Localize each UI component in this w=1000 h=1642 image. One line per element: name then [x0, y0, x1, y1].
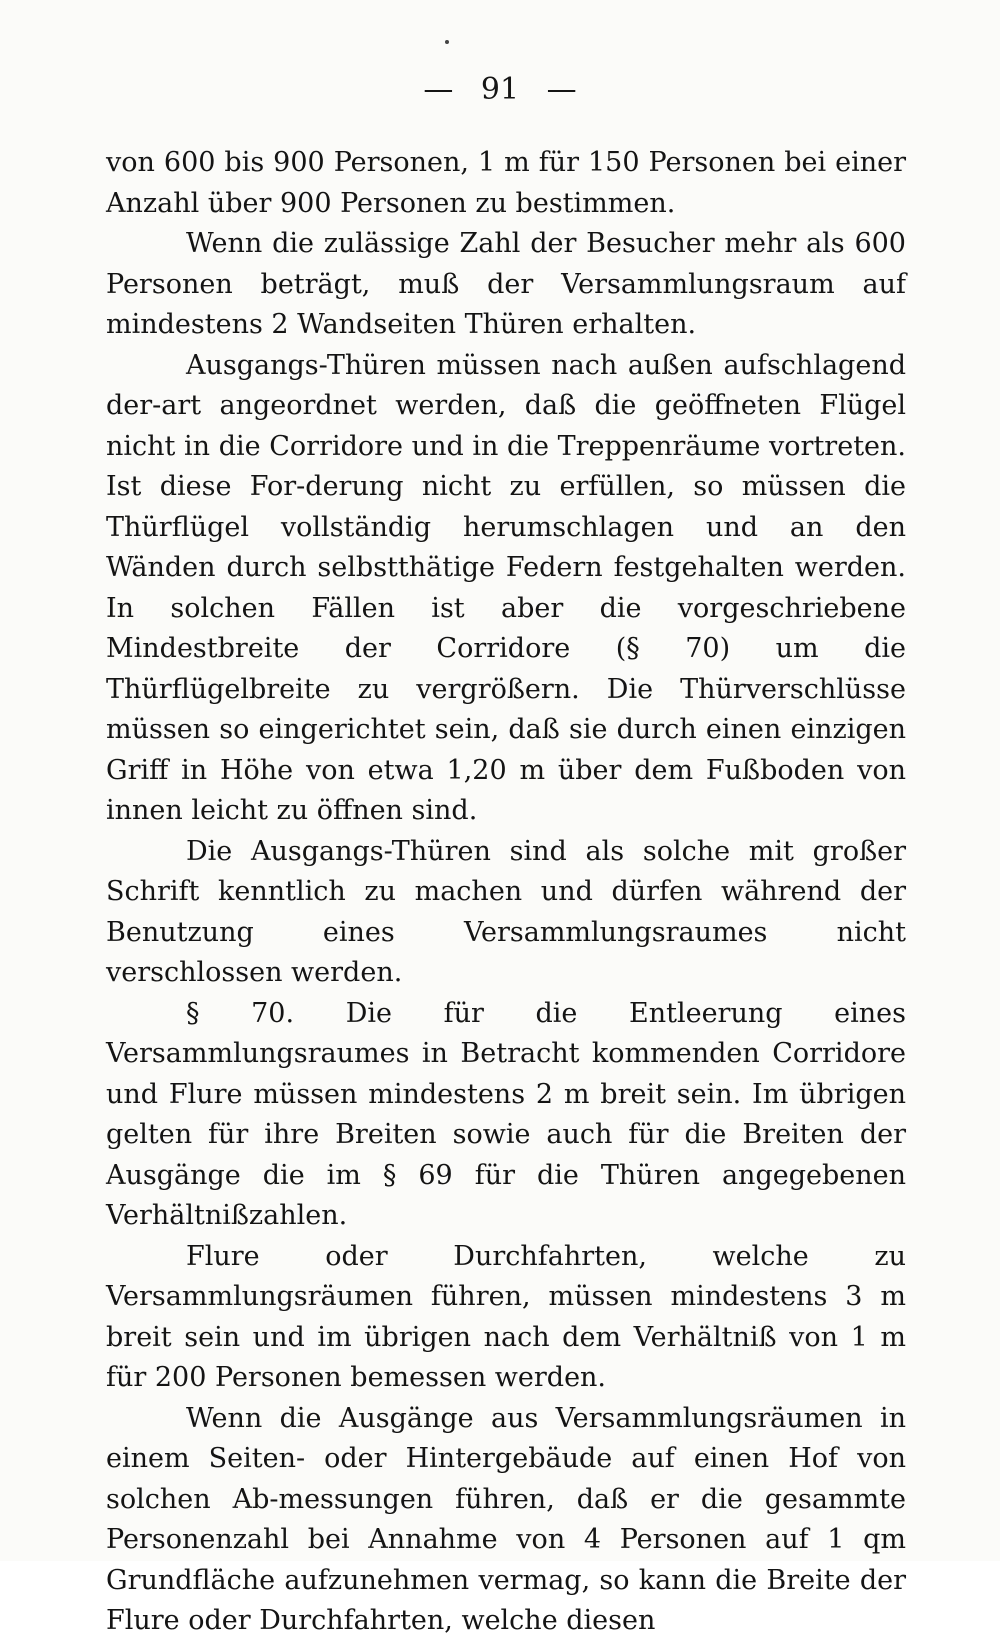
paragraph-courtyard-exits: Wenn die Ausgänge aus Versammlungsräumen in einem Seiten- oder Hintergebäude auf einen Hof von solchen Ab-messungen führen, daß er die gesammte Personenzahl bei Annahme von 4 Personen auf 1 qm Grundfläche aufzunehmen vermag, so kann die Breite der Flure oder Durchfahrten, welche diesen	[106, 1402, 906, 1636]
header-dash-left: —	[423, 72, 454, 107]
page-number: 91	[480, 72, 520, 107]
page-header	[0, 68, 1000, 112]
paragraph-wall-doors: Wenn die zulässige Zahl der Besucher mehr als 600 Personen beträgt, muß der Versammlungsraum auf mindestens 2 Wandseiten Thüren erhalten.	[106, 228, 906, 340]
paragraph-exit-doors-opening: Ausgangs-Thüren müssen nach außen aufschlagend der-art angeordnet werden, daß die geöffneten Flügel nicht in die Corridore und in die Treppenräume vortreten. Ist diese For-derung nicht zu erfüllen, so müssen die Thürflügel vollständig herumschlagen und an den Wänden durch selbstthätige Federn festgehalten werden. In solchen Fällen ist aber die vorgeschriebene Mindestbreite der Corridore (§ 70) um die Thürflügelbreite zu vergrößern. Die Thürverschlüsse müssen so eingerichtet sein, daß sie durch einen einzigen Griff in Höhe von etwa 1,20 m über dem Fußboden von innen leicht zu öffnen sind.	[106, 349, 906, 826]
paragraph-section-70: § 70. Die für die Entleerung eines Versammlungsraumes in Betracht kommenden Corridore und Flure müssen mindestens 2 m breit sein. Im übrigen gelten für ihre Breiten sowie auch für die Breiten der Ausgänge die im § 69 für die Thüren angegebenen Verhältnißzahlen.	[106, 997, 906, 1231]
paragraph-hallways: Flure oder Durchfahrten, welche zu Versammlungsräumen führen, müssen mindestens 3 m breit sein und im übrigen nach dem Verhältniß von 1 m für 200 Personen bemessen werden.	[106, 1240, 906, 1393]
header-dash-right: —	[546, 72, 577, 107]
paragraph-continuation: von 600 bis 900 Personen, 1 m für 150 Personen bei einer Anzahl über 900 Personen zu bestimmen.	[106, 147, 906, 219]
paragraph-exit-doors-marking: Die Ausgangs-Thüren sind als solche mit großer Schrift kenntlich zu machen und dürfen während der Benutzung eines Versammlungsraumes nicht verschlossen werden.	[106, 835, 906, 988]
page-body	[106, 143, 906, 1642]
print-speck	[445, 40, 449, 44]
